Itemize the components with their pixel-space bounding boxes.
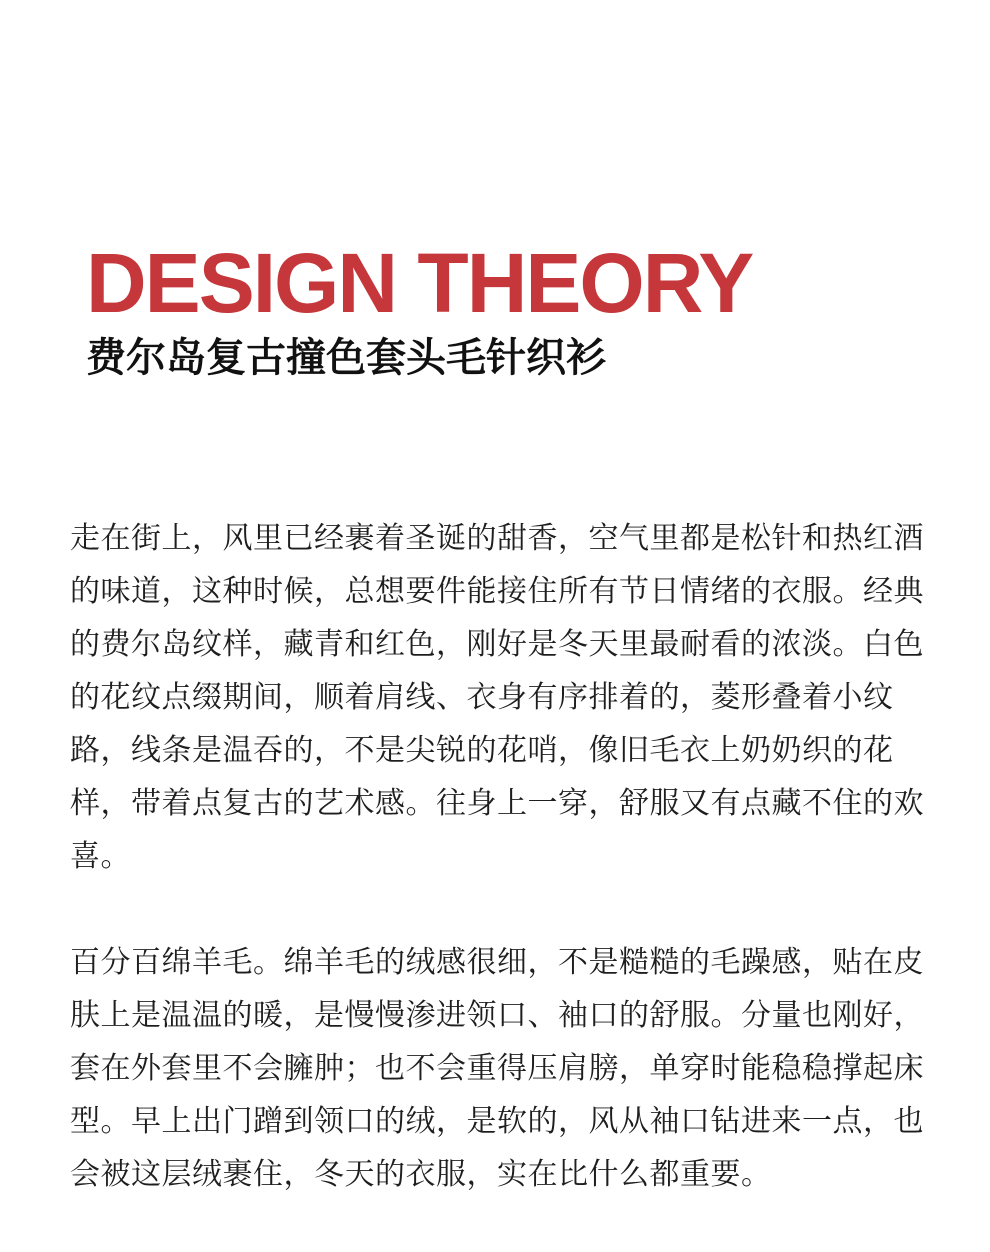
body-paragraph-2: 百分百绵羊毛。绵羊毛的绒感很细，不是糙糙的毛躁感，贴在皮肤上是温温的暖，是慢慢渗进领口、袖口的舒服。分量也刚好，套在外套里不会臃肿；也不会重得压肩膀，单穿时能稳稳撑起床型。早上出门蹭到领口的绒，是软的，风从袖口钻进来一点，也会被这层绒裹住，冬天的衣服，实在比什么都重要。 <box>70 945 924 1192</box>
page-title: DESIGN THEORY <box>86 236 753 330</box>
body-paragraph-1: 走在街上，风里已经裹着圣诞的甜香，空气里都是松针和热红酒的味道，这种时候，总想要件能接住所有节日情绪的衣服。经典的费尔岛纹样，藏青和红色，刚好是冬天里最耐看的浓淡。白色的花纹点缀期间，顺着肩线、衣身有序排着的，菱形叠着小纹路，线条是温吞的，不是尖锐的花哨，像旧毛衣上奶奶织的花样，带着点复古的艺术感。往身上一穿，舒服又有点藏不住的欢喜。 <box>70 521 924 874</box>
page-subtitle: 费尔岛复古撞色套头毛针织衫 <box>86 335 606 381</box>
